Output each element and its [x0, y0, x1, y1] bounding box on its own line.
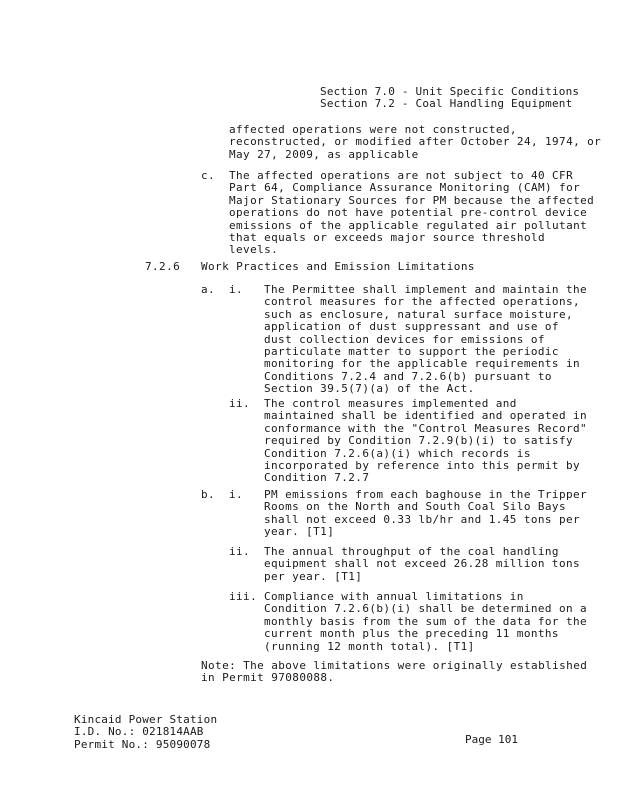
- text-line: such as enclosure, natural surface moisture,: [264, 307, 573, 321]
- text-line: PM emissions from each baghouse in the Tripper: [264, 488, 588, 501]
- footer-page-number: Page 101: [465, 733, 518, 746]
- item-b-iii-label: iii.: [229, 590, 258, 603]
- footer-station-name: Kincaid Power Station: [74, 713, 218, 726]
- item-b-label: b.: [201, 488, 216, 501]
- footer-permit-number: Permit No.: 95090078: [74, 737, 211, 751]
- item-a-ii-label: ii.: [229, 397, 251, 410]
- item-a-i-paragraph: [264, 284, 587, 396]
- text-line: year. [T1]: [264, 525, 335, 539]
- text-line: in Permit 97080088.: [201, 671, 335, 685]
- item-c-label: c.: [201, 169, 216, 182]
- item-b-i-label: i.: [229, 488, 244, 501]
- text-line: (running 12 month total). [T1]: [264, 639, 475, 653]
- text-line: dust collection devices for emissions of: [264, 332, 545, 346]
- text-line: Condition 7.2.7: [264, 471, 370, 485]
- text-line: Conditions 7.2.4 and 7.2.6(b) pursuant to: [264, 369, 552, 383]
- item-a-i-label: i.: [229, 283, 244, 296]
- continuation-paragraph: [229, 124, 601, 161]
- section-number: 7.2.6: [145, 260, 181, 273]
- text-line: equipment shall not exceed 26.28 million tons: [264, 557, 581, 571]
- text-line: Compliance with annual limitations in: [264, 590, 524, 603]
- text-line: current month plus the preceding 11 months: [264, 627, 559, 641]
- page-header: [320, 85, 580, 111]
- text-line: particulate matter to support the periodic: [264, 344, 559, 358]
- item-a-label: a.: [201, 283, 216, 296]
- header-subsection-title: Section 7.2 - Coal Handling Equipment: [320, 97, 573, 111]
- text-line: application of dust suppressant and use of: [264, 320, 559, 334]
- text-line: monitoring for the applicable requirements in: [264, 357, 581, 371]
- item-c-paragraph: [229, 170, 594, 257]
- text-line: emissions of the applicable regulated air pollutant: [229, 218, 588, 232]
- text-line: The Permittee shall implement and maintain the: [264, 283, 588, 296]
- text-line: Condition 7.2.6(a)(i) which records is: [264, 446, 531, 460]
- text-line: The affected operations are not subject to 40 CFR: [229, 169, 574, 182]
- header-section-title: Section 7.0 - Unit Specific Conditions: [320, 85, 580, 98]
- note-paragraph: [201, 660, 587, 685]
- text-line: Part 64, Compliance Assurance Monitoring (CAM) for: [229, 181, 581, 195]
- text-line: levels.: [229, 243, 279, 257]
- section-title: Work Practices and Emission Limitations: [201, 260, 475, 273]
- text-line: Section 39.5(7)(a) of the Act.: [264, 382, 475, 396]
- item-b-ii-label: ii.: [229, 545, 251, 558]
- text-line: monthly basis from the sum of the data for the: [264, 614, 588, 628]
- text-line: Condition 7.2.6(b)(i) shall be determined on a: [264, 602, 588, 616]
- text-line: The annual throughput of the coal handling: [264, 545, 559, 558]
- text-line: per year. [T1]: [264, 569, 363, 583]
- text-line: operations do not have potential pre-control device: [229, 206, 588, 220]
- item-a-ii-paragraph: [264, 398, 587, 485]
- item-b-ii-paragraph: [264, 546, 580, 583]
- text-line: shall not exceed 0.33 lb/hr and 1.45 tons per: [264, 512, 581, 526]
- text-line: Major Stationary Sources for PM because the affected: [229, 193, 595, 207]
- text-line: Note: The above limitations were originally established: [201, 659, 588, 672]
- footer-id-number: I.D. No.: 021814AAB: [74, 725, 204, 739]
- item-b-i-paragraph: [264, 489, 587, 539]
- page-footer: [74, 714, 217, 751]
- text-line: conformance with the "Control Measures Record": [264, 421, 588, 435]
- text-line: maintained shall be identified and operated in: [264, 409, 588, 423]
- text-line: that equals or exceeds major source threshold: [229, 230, 546, 244]
- text-line: required by Condition 7.2.9(b)(i) to satisfy: [264, 434, 573, 448]
- text-line: May 27, 2009, as applicable: [229, 147, 419, 161]
- text-line: incorporated by reference into this permit by: [264, 458, 581, 472]
- text-line: control measures for the affected operations,: [264, 295, 581, 309]
- text-line: reconstructed, or modified after October 24, 1974, or: [229, 135, 602, 149]
- text-line: Rooms on the North and South Coal Silo Bays: [264, 500, 566, 514]
- text-line: The control measures implemented and: [264, 397, 517, 410]
- item-b-iii-paragraph: [264, 591, 587, 653]
- text-line: affected operations were not constructed,: [229, 123, 517, 136]
